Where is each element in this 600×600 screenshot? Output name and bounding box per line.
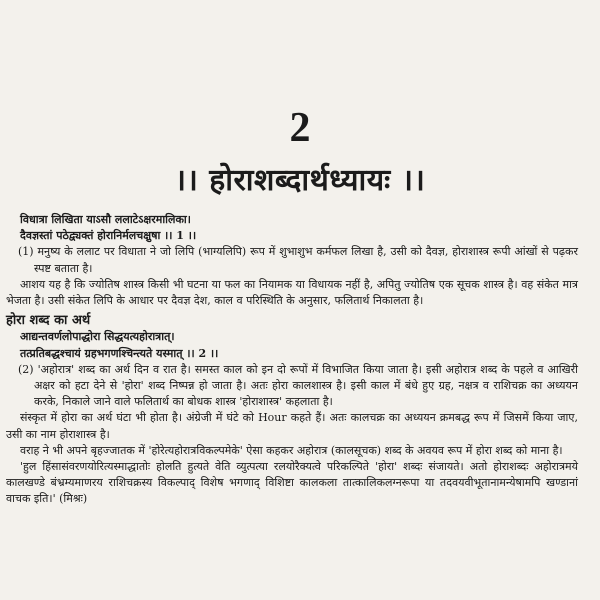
- chapter-title: ।। होराशब्दार्थध्यायः ।।: [174, 163, 426, 198]
- section-heading: होरा शब्द का अर्थ: [6, 313, 91, 329]
- paragraph-2: संस्कृत में होरा का अर्थ घंटा भी होता है। अंग्रेजी में घंटे को Hour कहते हैं। अतः कालचक्र का अध्ययन क्रमबद्ध रूप में जिसमें किया जाए, उसी का नाम होराशास्त्र है।: [6, 411, 578, 441]
- paragraph-1: आशय यह है कि ज्योतिष शास्त्र किसी भी घटना या फल का नियामक या विधायक नहीं है, अपितु ज्योतिष एक सूचक शास्त्र है। वह संकेत मात्र भेजता है। उसी संकेत लिपि के आधार पर दैवज्ञ देश, काल व परिस्थिति के अनुसार, फलितार्थ निकालता है।: [6, 277, 578, 308]
- verse-1-line-1: विधात्रा लिखिता याऽसौ ललाटेऽक्षरमालिका।: [20, 213, 191, 226]
- commentary-1: (1) मनुष्य के ललाट पर विधाता ने जो लिपि (भाग्यलिपि) रूप में शुभाशुभ कर्मफल लिखा है, उसी को दैवज्ञ, होराशास्त्र रूपी आंखों से पढ़कर स्पष्ट बताता है।: [18, 245, 578, 275]
- verse-2-line-2: तत्प्रतिबद्धश्चायं ग्रहभगणश्चिन्त्यते यस्मात् ।। 2 ।।: [20, 346, 219, 360]
- paragraph-4: 'हुल हिंसासंवरणयोरित्यस्माद्धातोः होलति हुत्यते वेति व्युत्पत्या रलयोरैक्यत्वे परिकल्पिते 'होरा' शब्दः संजायते। अतो होराशब्दः अहोरात्रमये कालखण्डे बंभ्रम्यमाणरय राशिचक्रस्य विकल्पाद् विशेष भगणाद् विशिष्टा कालकला तात्कालिकलग्नरूपा या तदवयवीभूतानामन्येषामपि खण्डानां वाचक इति।' (मिश्रः): [6, 460, 578, 506]
- commentary-2: (2) 'अहोरात्र' शब्द का अर्थ दिन व रात है। समस्त काल को इन दो रूपों में विभाजित किया जाता है। इसी अहोरात्र शब्द के पहले व आखिरी अक्षर को हटा देने से 'होरा' शब्द निष्पन्न हो जाता है। अतः होरा कालशास्त्र है। इसी काल में बंधे हुए ग्रह, नक्षत्र व राशिचक्र का अध्ययन करके, निकाले जाने वाले फलितार्थ का बोधक शास्त्र 'होराशास्त्र' कहलाता है।: [18, 362, 578, 409]
- body-text: [6, 212, 578, 508]
- verse-1-line-2: दैवज्ञस्तां पठेद्व्यक्तं होरानिर्मलचक्षुषा ।। 1 ।।: [20, 229, 197, 243]
- verse-2-line-1: आद्यन्तवर्णलोपाद्धोरा सिद्धयत्यहोरात्रात्।: [20, 330, 175, 344]
- paragraph-3: वराह ने भी अपने बृहज्जातक में 'होरेत्यहोरात्रविकल्पमेके' ऐसा कहकर अहोरात्र (कालसूचक) शब्द के अवयव रूप में होरा शब्द को माना है।: [20, 443, 563, 457]
- chapter-number: 2: [289, 105, 311, 151]
